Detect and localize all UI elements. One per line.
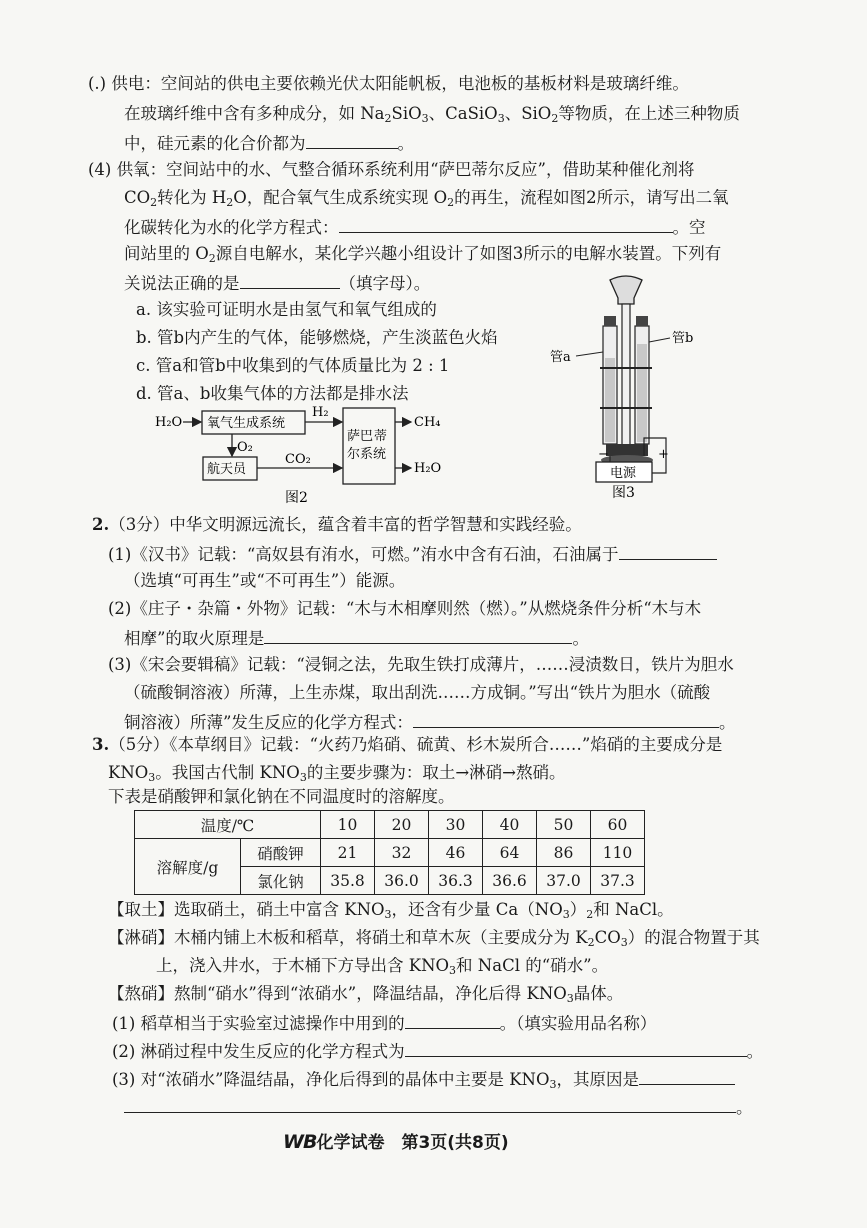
q4-option-d: d. 管a、b收集气体的方法都是排水法 <box>136 384 409 403</box>
table-cell: 50 <box>537 811 591 839</box>
table-cell: 20 <box>375 811 429 839</box>
q4-option-c: c. 管a和管b中收集到的气体质量比为 2 : 1 <box>136 356 450 375</box>
page-footer <box>283 1128 509 1153</box>
power-question-line-2: 在玻璃纤维中含有多种成分，如 $Na_2SiO_3$、CaSiO$_3$、SiO$_2$等物质，在上述三种物质 <box>124 104 740 125</box>
fig2-astronaut-label: 航天员 <box>207 462 247 477</box>
table-cell: 32 <box>375 839 429 867</box>
answer-blank-reason-line-1[interactable] <box>639 1066 735 1085</box>
q3-question-1: (1) 稻草相当于实验室过滤操作中用到的 。（填实验用品名称） <box>112 1010 656 1036</box>
solubility-table <box>134 810 645 895</box>
table-cell: 86 <box>537 839 591 867</box>
q3-stem-line-3: 下表是硝酸钾和氯化钠在不同温度时的溶解度。 <box>108 787 455 806</box>
fig3-base <box>606 444 648 456</box>
fig3-minus-terminal: − <box>598 447 609 462</box>
table-row-label-kno3: 硝酸钾 <box>241 839 321 867</box>
fig2-sabatier-box <box>343 408 395 484</box>
table-cell: 46 <box>429 839 483 867</box>
answer-blank-leach-equation[interactable] <box>405 1038 747 1057</box>
q4-line-5: 关说法正确的是 （填字母）。 <box>124 270 430 296</box>
fig2-h2o-input: H₂O <box>155 415 183 430</box>
fig2-o2-label: O₂ <box>237 440 253 455</box>
table-cell: 40 <box>483 811 537 839</box>
q3-step-take-soil: 【取土】选取硝土，硝土中富含 $KNO_3$，还含有少量 $Ca(NO_3)_2$和 NaCl。 <box>108 900 674 921</box>
fig3-power-label: 电源 <box>610 466 637 481</box>
table-cell: 10 <box>321 811 375 839</box>
fig2-ch4-output: CH₄ <box>414 415 441 430</box>
q3-step-leach-line-1: 【淋硝】木桶内铺上木板和稻草，将硝土和草木灰（主要成分为 $K_2CO_3$）的混合物置于其 <box>108 928 760 949</box>
figure-3-electrolysis-apparatus <box>548 268 698 500</box>
q2-stem: 2.（3分）中华文明源远流长，蕴含着丰富的哲学智慧和实践经验。 <box>92 515 582 534</box>
fig3-tube-a-label: 管a <box>550 350 571 365</box>
fig2-h2-label: H₂ <box>312 405 329 420</box>
table-cell: 30 <box>429 811 483 839</box>
table-cell: 36.3 <box>429 867 483 895</box>
q3-step-leach-line-2: 上，浇入井水，于木桶下方导出含 $KNO_3$和 NaCl 的“硝水”。 <box>156 956 609 977</box>
answer-blank-fire-principle[interactable] <box>264 625 572 644</box>
table-header-solubility: 溶解度/g <box>135 839 241 895</box>
table-header-temperature: 温度/℃ <box>135 811 321 839</box>
answer-blank-reason-line-2[interactable] <box>124 1094 736 1113</box>
table-cell: 35.8 <box>321 867 375 895</box>
table-row <box>135 839 645 867</box>
table-row-label-nacl: 氯化钠 <box>241 867 321 895</box>
footer-page-info: 化学试卷 第3页(共8页) <box>316 1133 509 1153</box>
q4-line-3: 化碳转化为水的化学方程式： 。空 <box>124 214 706 240</box>
fig3-tube-b-stopcock <box>636 316 648 326</box>
power-question-line-3: 中，硅元素的化合价都为 。 <box>124 130 414 156</box>
table-cell: 36.6 <box>483 867 537 895</box>
q4-option-b: b. 管b内产生的气体，能够燃烧，产生淡蓝色火焰 <box>136 328 498 347</box>
fig2-oxygen-system-label: 氧气生成系统 <box>207 416 286 431</box>
q2-part-1-line-2: （选填“可再生”或“不可再生”）能源。 <box>124 571 406 590</box>
q2-part-2-line-2: 相摩”的取火原理是 。 <box>124 625 589 651</box>
fig2-sabatier-label-3: 尔系统 <box>347 447 387 462</box>
q2-part-1-line-1: (1)《汉书》记载：“高奴县有洧水，可燃。”洧水中含有石油，石油属于 <box>108 541 717 567</box>
answer-blank-petroleum-type[interactable] <box>619 541 717 560</box>
answer-blank-co2-equation[interactable] <box>339 214 673 233</box>
q4-line-1: (4) 供氧：空间站中的水、气整合循环系统利用“萨巴蒂尔反应”，借助某种催化剂将 <box>88 160 695 179</box>
fig3-plus-terminal: + <box>658 447 669 462</box>
fig2-co2-label: CO₂ <box>285 452 311 467</box>
table-cell: 64 <box>483 839 537 867</box>
table-cell: 37.0 <box>537 867 591 895</box>
q3-question-2: (2) 淋硝过程中发生反应的化学方程式为 。 <box>112 1038 763 1064</box>
table-cell: 37.3 <box>591 867 645 895</box>
fig3-tube-b-label: 管b <box>672 331 694 346</box>
fig2-sabatier-label-2: 蒂 <box>374 429 388 444</box>
q3-stem-line-2: $KNO_3$。我国古代制 $KNO_3$的主要步骤为：取土→淋硝→熬硝。 <box>108 763 566 784</box>
q2-part-2-line-1: (2)《庄子・杂篇・外物》记载：“木与木相摩则然（燃）。”从燃烧条件分析“木与木 <box>108 599 702 618</box>
q3-step-boil: 【熬硝】熬制“硝水”得到“浓硝水”，降温结晶，净化后得 $KNO_3$晶体。 <box>108 984 624 1005</box>
table-row <box>135 811 645 839</box>
q3-stem-line-1: 3.（5分）《本草纲目》记载：“火药乃焰硝、硫黄、杉木炭所合……”焰硝的主要成分是 <box>92 735 723 754</box>
power-question-line-1: (.) 供电：空间站的供电主要依赖光伏太阳能帆板，电池板的基板材料是玻璃纤维。 <box>88 74 689 93</box>
answer-blank-lab-equipment[interactable] <box>405 1010 500 1029</box>
q2-part-3-line-2: （硫酸铜溶液）所薄，上生赤煤，取出刮洗……方成铜。”写出“铁片为胆水（硫酸 <box>124 683 711 702</box>
q4-option-a: a. 该实验可证明水是由氢气和氧气组成的 <box>136 300 437 319</box>
table-cell: 21 <box>321 839 375 867</box>
fig3-funnel <box>610 276 642 304</box>
fig3-tube-a-stopcock <box>604 316 616 326</box>
fig2-sabatier-label-1: 萨巴 <box>347 429 374 444</box>
q4-line-4: 间站里的 $O_2$源自电解水，某化学兴趣小组设计了如图3所示的电解水装置。下列有 <box>124 244 722 265</box>
q4-line-2: $CO_2$转化为 $H_2O$，配合氧气生成系统实现 $O_2$的再生，流程如图2所示，请写出二氧 <box>124 188 729 209</box>
answer-blank-silicon-valence[interactable] <box>306 130 398 149</box>
footer-brand: WB <box>283 1131 317 1153</box>
q2-part-3-line-1: (3)《宋会要辑稿》记载：“浸铜之法，先取生铁打成薄片，……浸渍数日，铁片为胆水 <box>108 655 734 674</box>
table-cell: 60 <box>591 811 645 839</box>
table-cell: 36.0 <box>375 867 429 895</box>
table-cell: 110 <box>591 839 645 867</box>
q2-part-3-line-3: 铜溶液）所薄”发生反应的化学方程式： 。 <box>124 709 735 735</box>
q3-question-3: (3) 对“浓硝水”降温结晶，净化后得到的晶体中主要是 $KNO_3$，其原因是 <box>112 1066 735 1097</box>
answer-blank-iron-copper-equation[interactable] <box>413 709 719 728</box>
fig2-h2o-output: H₂O <box>414 461 442 476</box>
fig3-caption: 图3 <box>612 485 635 500</box>
q3-question-3-line-2: 。 <box>124 1094 753 1120</box>
figure-2-flow-diagram <box>155 396 455 508</box>
answer-blank-q4-choice[interactable] <box>240 270 340 289</box>
fig3-middle-tube <box>622 304 630 454</box>
fig2-caption: 图2 <box>285 490 308 506</box>
